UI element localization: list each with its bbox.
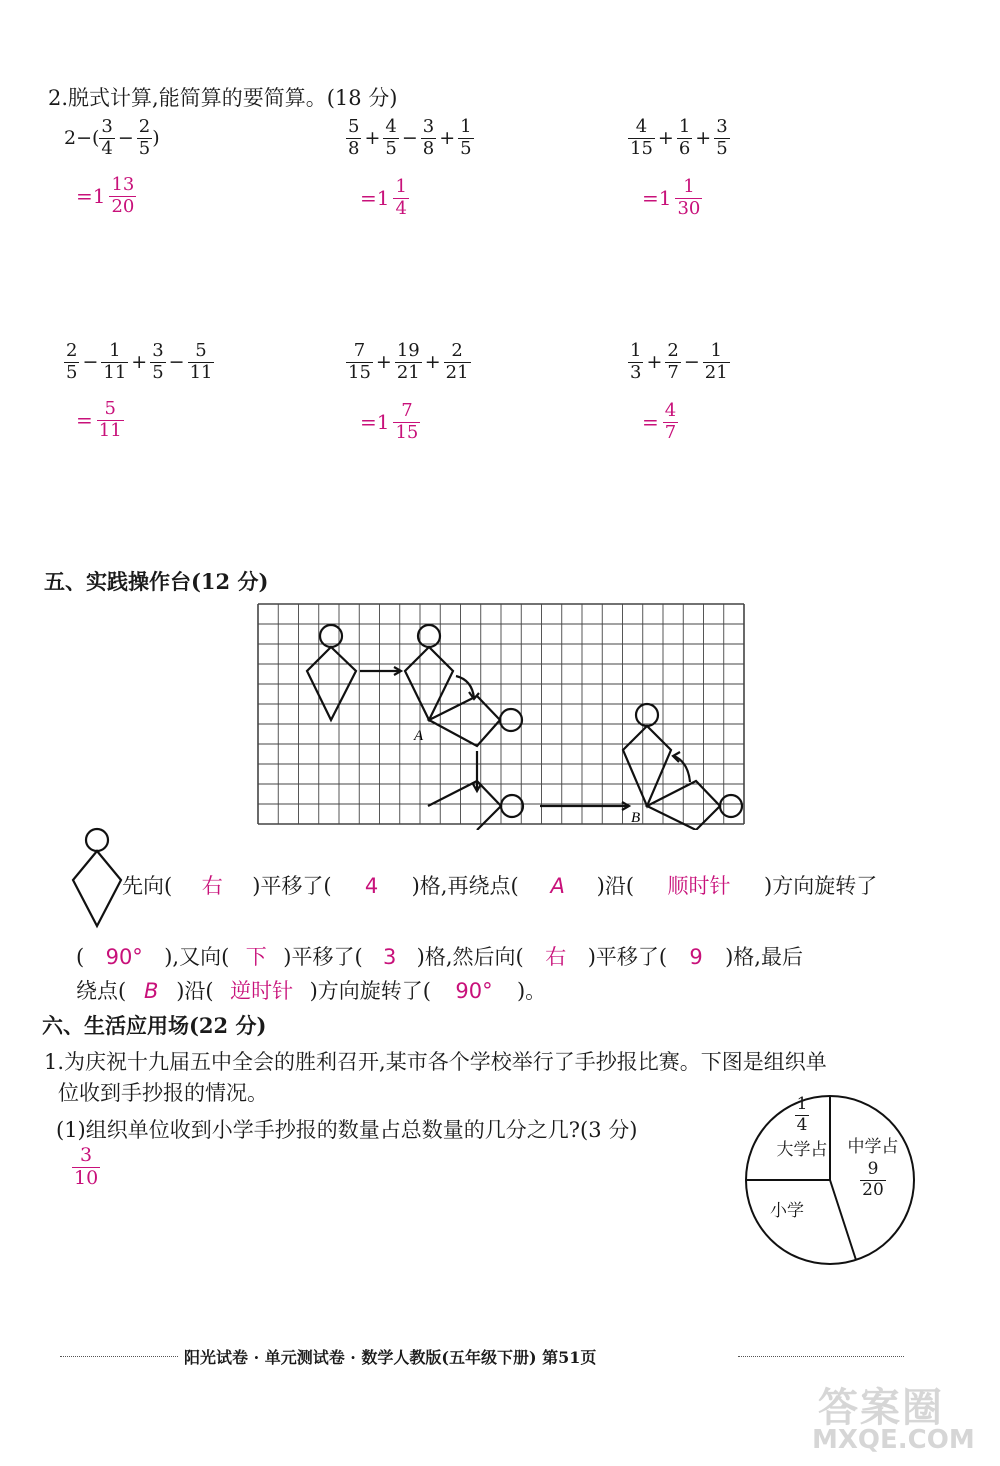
denominator: 11 (189, 361, 213, 383)
numerator: 4 (635, 116, 648, 137)
answer-blank: 右 (545, 945, 567, 969)
operator: + (439, 127, 456, 150)
pie-label-text: 大学占 (776, 1139, 828, 1160)
problem-answer (76, 176, 136, 217)
denominator: 5 (460, 137, 472, 159)
numerator: 1 (683, 176, 695, 197)
denominator: 30 (677, 197, 701, 219)
denominator: 6 (678, 137, 691, 159)
problem-expression (628, 342, 730, 383)
footer-text: 阳光试卷 · 单元测试卷 · 数学人教版(五年级下册) 第51页 (184, 1348, 597, 1367)
numerator: 4 (385, 116, 397, 137)
text-fragment: )方向旋转了 (764, 874, 878, 898)
answer-blank: A (550, 874, 565, 898)
operator: − (117, 127, 134, 150)
text-fragment: )格,再绕点( (411, 874, 519, 898)
answer-numerator: 3 (80, 1144, 93, 1166)
text-fragment: 绕点( (76, 979, 127, 1003)
problem-expression (346, 342, 471, 383)
numerator: 1 (678, 116, 691, 137)
expression-text: ) (152, 127, 160, 150)
denominator: 8 (348, 137, 360, 159)
answer-line-1 (122, 870, 877, 900)
sub-question-1: (1)组织单位收到小学手抄报的数量占总数量的几分之几?(3 分) (56, 1118, 638, 1142)
answer-line-3 (76, 975, 546, 1005)
fraction (444, 342, 471, 383)
text-fragment: )平移了( (587, 945, 668, 969)
answer-whole: =1 (360, 186, 390, 211)
point-a-label: A (414, 728, 424, 744)
operator: − (401, 127, 418, 150)
problem-answer (76, 400, 124, 441)
fraction-denominator: 20 (862, 1179, 884, 1200)
denominator: 8 (422, 137, 435, 159)
section6-heading: 六、生活应用场(22 分) (42, 1013, 267, 1038)
numerator: 1 (395, 176, 407, 197)
denominator: 20 (111, 195, 135, 217)
question-1-text-cont: 位收到手抄报的情况。 (58, 1081, 268, 1105)
answer-whole: = (76, 408, 93, 433)
operator: + (131, 351, 148, 374)
denominator: 11 (103, 361, 127, 383)
point-b-label: B (631, 810, 641, 826)
answer-whole: =1 (360, 410, 390, 435)
watermark-url: MXQE.COM (812, 1425, 975, 1455)
problem-answer (642, 402, 678, 443)
numerator: 3 (716, 116, 728, 137)
answer-blank: 逆时针 (230, 979, 294, 1003)
numerator: 3 (101, 116, 113, 137)
numerator: 3 (152, 340, 164, 361)
text-fragment: )平移了( (283, 945, 363, 969)
denominator: 21 (396, 361, 420, 383)
problem-answer (360, 402, 420, 443)
problem-expression (64, 118, 160, 159)
expression-text: 2−( (64, 127, 100, 150)
denominator: 5 (716, 137, 728, 159)
fraction (677, 118, 692, 159)
denominator: 21 (704, 361, 728, 383)
text-fragment: )方向旋转了( (309, 979, 431, 1003)
answer-fraction (675, 178, 702, 219)
small-kite-figure (70, 826, 130, 932)
denominator: 11 (98, 419, 122, 441)
fraction (458, 118, 473, 159)
footer-dots-left (60, 1356, 178, 1357)
numerator: 2 (66, 340, 78, 361)
numerator: 5 (348, 116, 360, 137)
figure-head (500, 709, 522, 731)
problem-answer (642, 178, 702, 219)
operator: + (657, 127, 674, 150)
text-fragment: )格,然后向( (416, 945, 524, 969)
text-fragment: 先向( (122, 874, 173, 898)
fraction (64, 342, 79, 383)
problem-expression (64, 342, 214, 383)
operator: + (646, 351, 663, 374)
operator: − (82, 351, 99, 374)
numerator: 1 (460, 116, 472, 137)
fraction (628, 118, 655, 159)
numerator: 2 (451, 340, 463, 361)
answer-blank: 90° (105, 945, 143, 969)
operator: + (375, 351, 392, 374)
operator: + (424, 351, 441, 374)
operator: − (168, 351, 185, 374)
pie-label-middle (838, 1132, 908, 1200)
answer-fraction (97, 400, 124, 441)
figure-kite (405, 647, 453, 720)
watermark-logo: 答案圈 (818, 1385, 944, 1431)
answer-whole: = (642, 410, 659, 435)
answer-blank: 顺时针 (667, 874, 731, 898)
numerator: 2 (667, 340, 679, 361)
text-fragment: )格,最后 (725, 945, 803, 969)
numerator: 5 (195, 340, 207, 361)
text-fragment: ( (76, 945, 85, 969)
answer-whole: =1 (642, 186, 672, 211)
section2-heading: 2.脱式计算,能简算的要简算。(18 分) (48, 86, 398, 110)
denominator: 15 (630, 137, 653, 159)
answer-line-2 (76, 941, 803, 971)
figure-head (636, 704, 658, 726)
fraction (421, 118, 436, 159)
denominator: 4 (395, 197, 407, 219)
fraction-denominator: 4 (796, 1114, 808, 1135)
answer-blank: 4 (364, 874, 379, 898)
answer-blank: 9 (689, 945, 703, 969)
text-fragment: ),又向( (164, 945, 230, 969)
text-fragment: )平移了( (252, 874, 332, 898)
denominator: 5 (66, 361, 78, 383)
numerator: 19 (396, 340, 420, 361)
fraction (665, 342, 680, 383)
answer-blank: 右 (201, 874, 223, 898)
answer-fraction (663, 402, 678, 443)
pie-label-university (770, 1096, 834, 1160)
pie-label-text: 中学占 (847, 1137, 899, 1157)
fraction (346, 118, 361, 159)
text-fragment: )沿( (176, 979, 214, 1003)
numerator: 1 (710, 340, 722, 361)
problem-expression (628, 118, 730, 159)
answer-blank: 3 (382, 945, 397, 969)
figure-kite (307, 647, 356, 720)
fraction (395, 342, 422, 383)
numerator: 3 (422, 116, 435, 137)
fraction (188, 342, 215, 383)
fraction (150, 342, 165, 383)
footer-dots-right (738, 1356, 904, 1357)
denominator: 4 (101, 137, 113, 159)
numerator: 1 (109, 340, 121, 361)
denominator: 21 (445, 361, 469, 383)
fraction (628, 342, 643, 383)
denominator: 5 (138, 137, 151, 159)
fraction (137, 118, 152, 159)
denominator: 15 (395, 421, 419, 443)
denominator: 5 (152, 361, 164, 383)
text-fragment: )沿( (596, 874, 635, 898)
text-fragment: )。 (516, 979, 547, 1003)
answer-denominator: 10 (74, 1166, 99, 1189)
numerator: 4 (664, 400, 677, 421)
fraction-numerator: 9 (867, 1159, 879, 1179)
fraction (99, 118, 114, 159)
figure-kite (429, 696, 500, 746)
numerator: 7 (353, 340, 366, 361)
answer-blank: 90° (455, 979, 493, 1003)
problem-answer (360, 178, 409, 219)
section5-heading: 五、实践操作台(12 分) (44, 569, 269, 594)
figure-kite (428, 781, 501, 830)
numerator: 7 (401, 400, 413, 421)
numerator: 2 (138, 116, 151, 137)
answer-blank: B (143, 979, 159, 1003)
figure-head (501, 795, 523, 817)
answer-fraction (393, 178, 408, 219)
denominator: 7 (667, 361, 679, 383)
question-1-text: 1.为庆祝十九届五中全会的胜利召开,某市各个学校举行了手抄报比赛。下图是组织单 (44, 1050, 827, 1074)
fraction (383, 118, 398, 159)
sub-question-1-answer (72, 1146, 100, 1189)
answer-fraction (109, 176, 136, 217)
fraction (346, 342, 373, 383)
fraction-numerator: 1 (796, 1094, 808, 1114)
answer-fraction (393, 402, 420, 443)
operator: + (364, 127, 381, 150)
numerator: 13 (111, 174, 135, 195)
fraction (714, 118, 729, 159)
denominator: 7 (664, 421, 677, 443)
transform-grid-diagram (250, 596, 750, 830)
problem-expression (346, 118, 474, 159)
numerator: 5 (104, 398, 116, 419)
pie-label-primary: 小学 (770, 1201, 804, 1221)
figure-kite (623, 726, 671, 806)
numerator: 1 (630, 340, 642, 361)
operator: − (683, 351, 700, 374)
denominator: 15 (348, 361, 371, 383)
denominator: 5 (385, 137, 397, 159)
answer-whole: =1 (76, 184, 106, 209)
denominator: 3 (630, 361, 642, 383)
answer-blank: 下 (245, 945, 267, 969)
fraction (703, 342, 730, 383)
fraction (101, 342, 128, 383)
operator: + (695, 127, 712, 150)
